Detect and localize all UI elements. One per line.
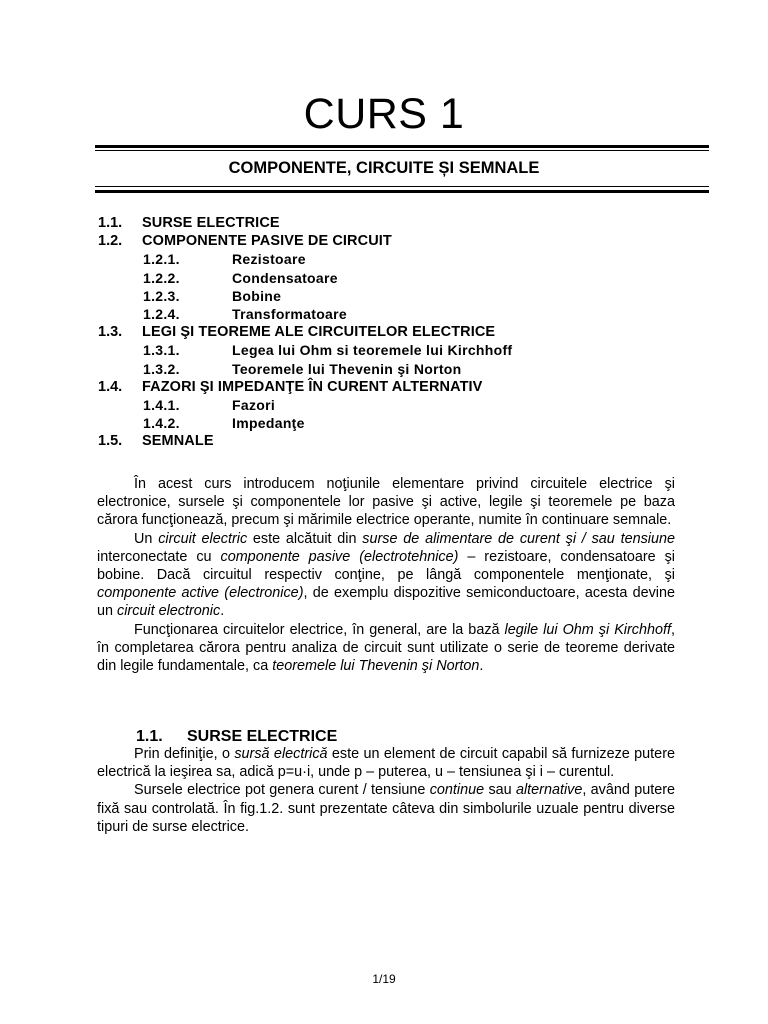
text-run: Sursele electrice pot genera curent / tensiune — [134, 782, 430, 799]
toc-item-number: 1.4.1. — [143, 396, 180, 413]
toc-item-number: 1.2.2. — [143, 269, 180, 286]
text-run: . — [220, 603, 225, 620]
toc-item — [98, 305, 718, 323]
toc-item-number: 1.4. — [98, 378, 123, 395]
toc-item-label: Teoremele lui Thevenin şi Norton — [232, 360, 462, 377]
page-title: CURS 1 — [303, 90, 465, 138]
title-rule-top — [95, 145, 709, 148]
text-run: Un — [134, 530, 159, 547]
intro-paragraph-1: În acest curs introducem noţiunile elementare privind circuitele electrice şi electronice, sursele şi componentele lor pasive şi active, legile şi teoremele pe baza cărora funcţionează, precum şi mărimile electrice operante, numite în continuare semnale. — [97, 476, 675, 529]
emphasis-text: teoremele lui Thevenin şi Norton — [272, 658, 480, 675]
toc-item-number: 1.2.3. — [143, 287, 180, 304]
toc-item — [98, 323, 718, 341]
text-run: Prin definiţie, o — [134, 746, 235, 762]
toc-item-number: 1.2.1. — [143, 251, 180, 268]
text-run: sau — [484, 782, 516, 799]
section-text — [97, 745, 675, 836]
emphasis-text: sursă electrică — [234, 746, 328, 762]
page-subtitle: COMPONENTE, CIRCUITE ȘI SEMNALE — [228, 159, 540, 177]
toc-item-number: 1.2.4. — [143, 305, 180, 322]
toc-item-number: 1.4.2. — [143, 415, 180, 432]
toc-item — [98, 250, 718, 268]
toc-item-number: 1.1. — [98, 215, 123, 231]
section-paragraph-1 — [97, 745, 675, 781]
toc-item — [98, 378, 718, 396]
toc-item-label: SEMNALE — [142, 433, 214, 450]
toc-item-number: 1.3.2. — [143, 360, 180, 377]
emphasis-text: circuit electric — [158, 530, 248, 547]
toc-item-number: 1.3.1. — [143, 342, 180, 359]
toc-item — [98, 269, 718, 287]
emphasis-text: legile lui Ohm şi Kirchhoff — [504, 621, 671, 638]
text-run: – rezistoare, condensatoare şi bobine. Dacă circuitul respectiv conţine, pe lângă componentele menţionate, şi — [97, 548, 675, 584]
toc-item-label: FAZORI ŞI IMPEDANŢE ÎN CURENT ALTERNATIV — [142, 378, 483, 395]
section-paragraph-2 — [97, 781, 675, 836]
text-run: este alcătuit din — [247, 530, 363, 547]
text-run: Funcţionarea circuitelor electrice, în general, are la bază — [134, 621, 505, 638]
page-number: 1/19 — [372, 972, 396, 986]
section-title: SURSE ELECTRICE — [187, 728, 338, 745]
toc-item-label: COMPONENTE PASIVE DE CIRCUIT — [142, 233, 392, 250]
text-run: , având putere fixă sau controlată. În fig.1.2. sunt prezentate câteva din simbolurile uzuale pentru diverse tipuri de surse electrice. — [97, 782, 675, 835]
toc-item-label: Rezistoare — [232, 251, 306, 268]
toc-item — [98, 214, 718, 232]
toc-item-label: Bobine — [232, 287, 282, 304]
emphasis-text: circuit electronic — [117, 603, 221, 620]
section-number: 1.1. — [136, 728, 163, 745]
section-heading — [136, 727, 337, 747]
toc-item-label: Condensatoare — [232, 269, 338, 286]
table-of-contents — [98, 214, 718, 450]
text-run: , în completarea cărora pentru analiza de circuit sunt utilizate o serie de teoreme derivate din legile fundamentale, ca — [97, 621, 675, 675]
toc-item-label: Legea lui Ohm si teoremele lui Kirchhoff — [232, 342, 513, 359]
toc-item-label: Impedanţe — [232, 415, 305, 432]
emphasis-text: surse de alimentare de curent şi / sau tensiune — [362, 530, 675, 547]
emphasis-text: continue — [429, 782, 485, 799]
toc-item-label: Fazori — [232, 396, 276, 413]
text-run: , de exemplu dispozitive semiconductoare, acesta devine un — [97, 585, 675, 620]
toc-item — [98, 287, 718, 305]
toc-item — [98, 414, 718, 432]
toc-item — [98, 360, 718, 378]
toc-item — [98, 396, 718, 414]
toc-item-number: 1.2. — [98, 233, 123, 250]
emphasis-text: alternative — [515, 782, 583, 799]
toc-item-label: SURSE ELECTRICE — [142, 215, 280, 231]
title-rule-bottom — [95, 190, 709, 193]
intro-paragraph-3 — [97, 621, 675, 676]
text-run: interconectate cu — [97, 548, 221, 565]
emphasis-text: componente pasive (electrotehnice) — [220, 548, 459, 565]
title-rule-bottom-thin — [95, 186, 709, 187]
text-run: . — [479, 658, 484, 675]
title-rule-top-thin — [95, 150, 709, 151]
toc-item-label: LEGI ŞI TEOREME ALE CIRCUITELOR ELECTRICE — [142, 324, 496, 341]
intro-paragraph-2 — [97, 530, 675, 621]
toc-item — [98, 432, 718, 450]
toc-item — [98, 232, 718, 250]
toc-item — [98, 341, 718, 359]
toc-item-label: Transformatoare — [232, 305, 347, 322]
intro-text — [97, 475, 675, 675]
emphasis-text: componente active (electronice) — [97, 585, 304, 602]
toc-item-number: 1.3. — [98, 324, 123, 341]
toc-item-number: 1.5. — [98, 433, 123, 450]
text-run: este un element de circuit capabil să furnizeze putere electrică la ieşirea sa, adică p=u·i, unde p – puterea, u – tensiunea şi i – curentul. — [97, 746, 675, 781]
